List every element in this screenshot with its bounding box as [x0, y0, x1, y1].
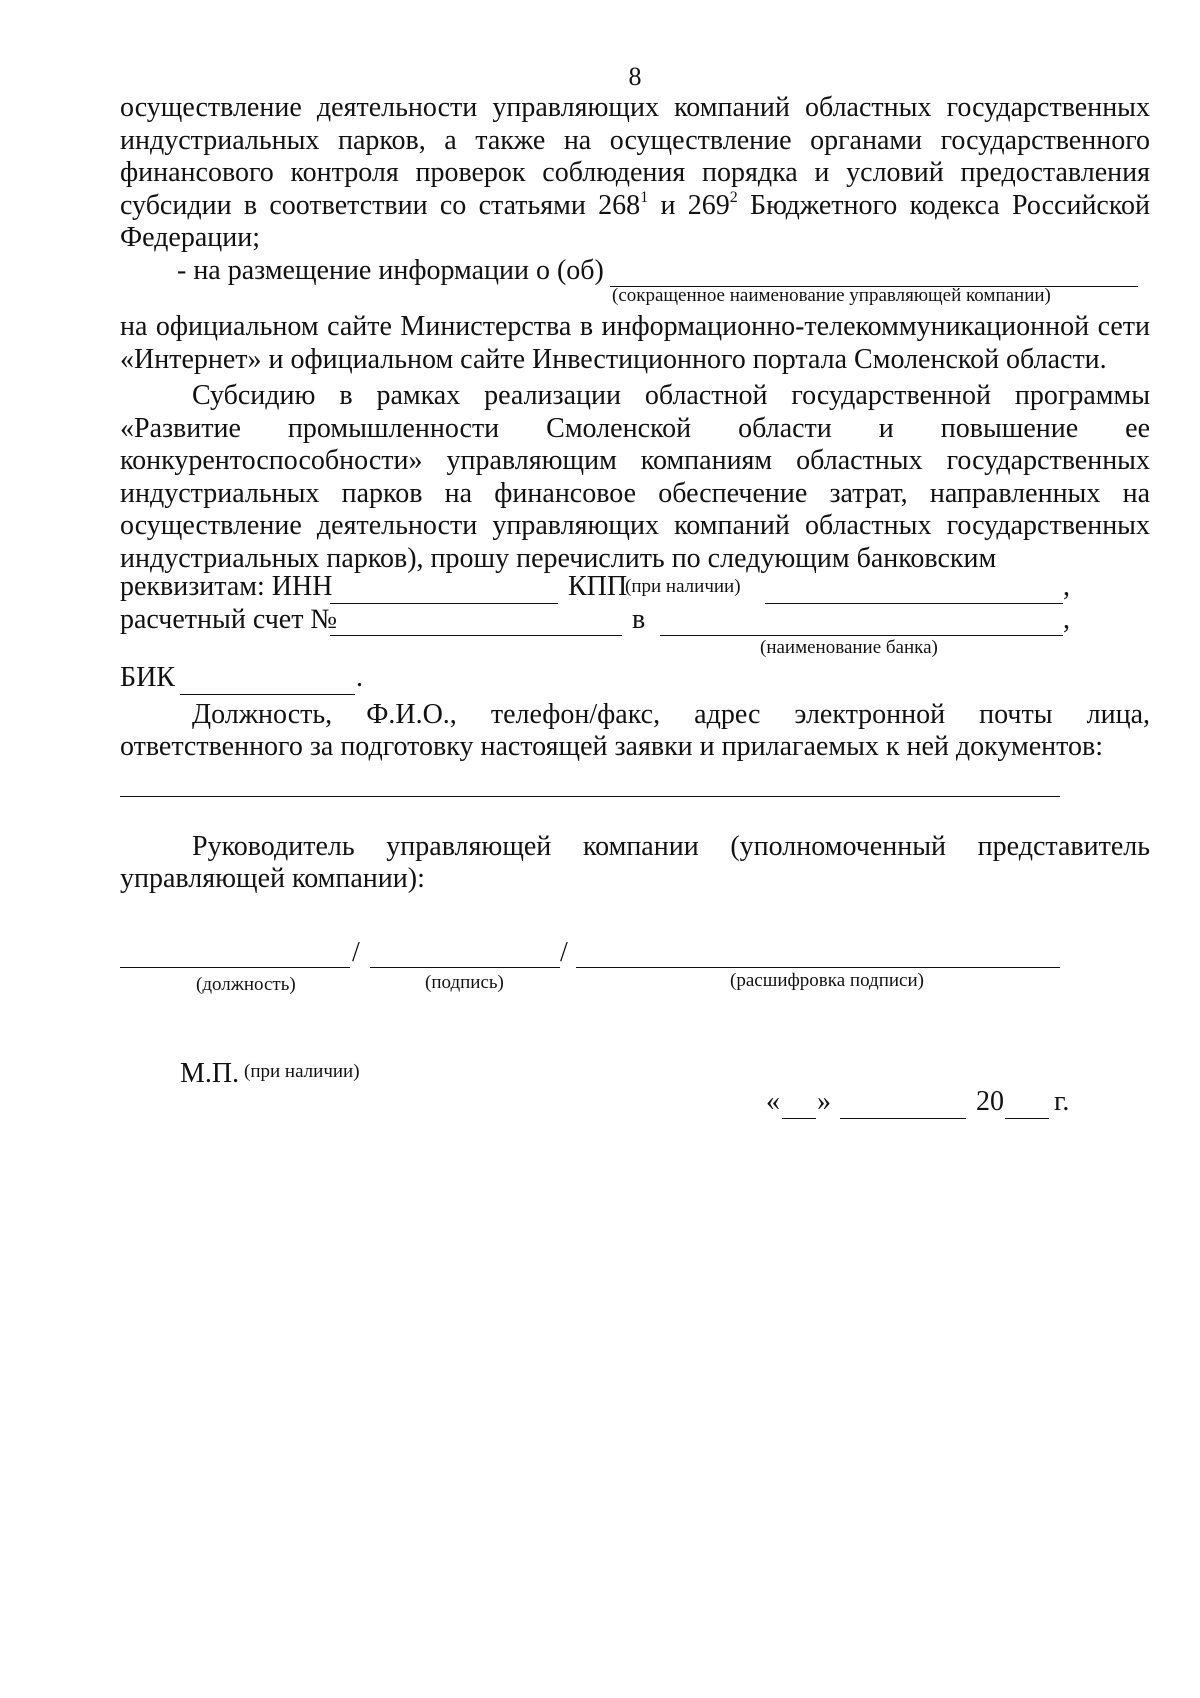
footnote-marker-2: 2 [729, 188, 738, 206]
company-name-caption: (сокращенное наименование управляющей компании) [612, 285, 1051, 306]
inn-field[interactable] [330, 577, 558, 604]
signature-row [120, 936, 1150, 970]
document-body [120, 62, 1150, 1123]
bank-name-field[interactable] [660, 609, 1063, 636]
account-label: расчетный счет № [120, 603, 338, 635]
inn-label: реквизитам: ИНН [120, 571, 333, 602]
placement-caption-row [120, 287, 1150, 311]
kpp-label: КПП [568, 571, 628, 602]
purpose-text: осуществление деятельности управляющих компаний областных государственных индустриальных парков, а также на осуществление органами государственного финансового контроля проверок соблюдения порядка и условий предоставления субсидии в соответствии со статьями 268 [120, 92, 1150, 221]
date-year-field[interactable] [1005, 1092, 1049, 1119]
bank-caption-row [120, 637, 1150, 666]
signature-field[interactable] [370, 941, 560, 968]
signature-slash-1: / [352, 937, 360, 968]
signature-slash-2: / [560, 937, 568, 968]
decoding-caption: (расшифровка подписи) [730, 969, 924, 991]
date-day-field[interactable] [782, 1092, 816, 1119]
company-name-field[interactable] [610, 259, 1138, 287]
kpp-note: (при наличии) [625, 576, 741, 597]
date-year-suffix: г. [1054, 1086, 1070, 1117]
kpp-comma: , [1063, 571, 1070, 602]
date-year-prefix: 20 [976, 1086, 1004, 1117]
responsible-field[interactable] [120, 764, 1060, 797]
position-field[interactable] [120, 941, 350, 968]
date-close-quote: » [817, 1086, 831, 1117]
date-month-field[interactable] [840, 1092, 966, 1119]
bank-comma: , [1063, 603, 1070, 635]
bik-field[interactable] [180, 668, 355, 695]
bik-row [120, 662, 1150, 699]
paragraph-head: Руководитель управляющей компании (уполномоченный представитель управляющей компании): [120, 830, 1150, 894]
date-row [120, 1086, 1150, 1123]
purpose-text-end: Бюджетного кодекса Российской Федерации; [120, 189, 1151, 253]
placement-line [120, 255, 1150, 288]
date-open-quote: « [766, 1086, 780, 1117]
account-row [120, 603, 1150, 641]
signature-caption-row [120, 970, 1150, 1000]
purpose-text-and: и 269 [648, 189, 730, 221]
paragraph-placement-continuation: на официальном сайте Министерства в информационно-телекоммуникационной сети «Интернет» и официальном сайте Инвестиционного портала Смоленской области. [120, 311, 1150, 375]
bik-period: . [356, 662, 363, 693]
bank-in-label: в [632, 603, 646, 635]
bank-name-caption: (наименование банка) [760, 637, 938, 658]
position-caption: (должность) [196, 973, 296, 995]
paragraph-subsidy: Субсидию в рамках реализации областной государственной программы «Развитие промышленности Смоленской области и повышение ее конкурентоспособности» управляющим компаниям областных государственных индустриальных парков на финансовое обеспечение затрат, направленных на осуществление деятельности управляющих компаний областных государственных индустриальных парков), прошу перечислить по следующим банковским [120, 380, 1150, 574]
account-field[interactable] [330, 609, 622, 636]
paragraph-purpose [120, 92, 1150, 255]
footnote-marker-1: 1 [640, 188, 649, 206]
stamp-note: (при наличии) [244, 1060, 360, 1082]
stamp-label: М.П. [180, 1057, 240, 1089]
placement-label: - на размещение информации о (об) [177, 254, 604, 286]
paragraph-responsible: Должность, Ф.И.О., телефон/факс, адрес электронной почты лица, ответственного за подготовку настоящей заявки и прилагаемых к ней документов: [120, 698, 1150, 762]
page-number: 8 [628, 62, 642, 91]
signature-caption: (подпись) [425, 971, 504, 993]
decoding-field[interactable] [576, 941, 1060, 968]
bik-label: БИК [120, 662, 175, 693]
kpp-field[interactable] [765, 577, 1063, 604]
